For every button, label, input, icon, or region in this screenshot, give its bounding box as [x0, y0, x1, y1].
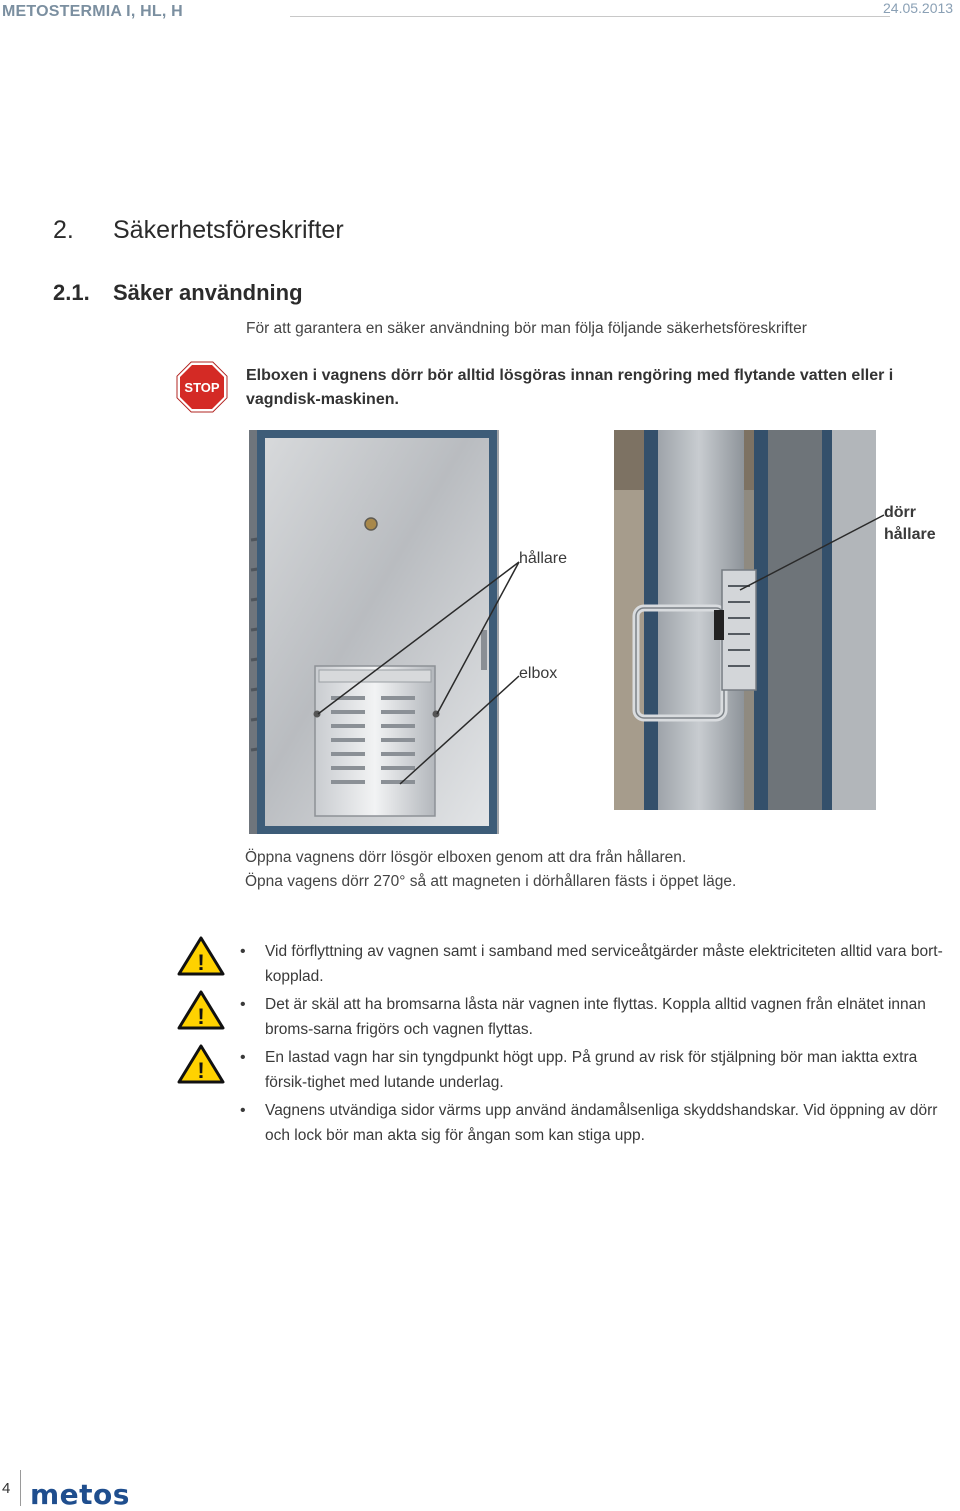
document-title: METOSTERMIA I, HL, H [2, 3, 183, 20]
list-item [240, 1099, 960, 1148]
warning-list [240, 940, 960, 1152]
section-number: 2. [53, 216, 74, 244]
photo-trolley-door [249, 430, 499, 834]
label-hallare: hållare [519, 550, 568, 567]
caption-line-2: Öpna vagens dörr 270° så att magneten i dörhållaren fästs i öppet läge. [245, 873, 737, 890]
bullet-icon: • [240, 943, 246, 960]
svg-text:!: ! [197, 950, 205, 975]
stop-sign-icon [176, 361, 228, 413]
subsection-title: Säker användning [113, 280, 303, 305]
section-title: Säkerhetsföreskrifter [113, 216, 344, 244]
warning-triangle-icon [177, 1044, 225, 1084]
list-item [240, 940, 960, 989]
bullet-icon: • [240, 1049, 246, 1066]
warning-text: En lastad vagn har sin tyngdpunkt högt upp. På grund av risk för stjälpning bör man iaktta extra försik-tighet med lutande underlag. [265, 1049, 918, 1091]
warning-text: Vid förflyttning av vagnen samt i samband med serviceåtgärder måste elektriciteten alltid vara bort-kopplad. [265, 943, 943, 985]
bullet-icon: • [240, 996, 246, 1013]
subsection-number: 2.1. [53, 280, 90, 305]
label-elbox: elbox [519, 665, 558, 682]
document-date: 24.05.2013 [883, 0, 954, 16]
warning-text: Det är skäl att ha bromsarna låsta när vagnen inte flyttas. Koppla alltid vagnen från elnätet innan broms-sarna frigörs och vagnen flyttas. [265, 996, 926, 1038]
warning-triangle-icon [177, 990, 225, 1030]
photo-door-holder [614, 430, 876, 810]
list-item [240, 993, 960, 1042]
bullet-icon: • [240, 1102, 246, 1119]
warning-text: Vagnens utvändiga sidor värms upp använd ändamålsenliga skyddshandskar. Vid öppning av dörr och lock bör man akta sig för ångan som kan stiga upp. [265, 1102, 938, 1144]
metos-logo: metos [30, 1478, 130, 1511]
page-number: 4 [2, 1480, 11, 1497]
stop-warning-text: Elboxen i vagnens dörr bör alltid lösgöras innan rengöring med flytande vatten eller i vagndisk-maskinen. [246, 367, 894, 408]
svg-text:!: ! [197, 1058, 205, 1083]
list-item [240, 1046, 960, 1095]
header-rule [290, 16, 890, 17]
caption-line-1: Öppna vagnens dörr lösgör elboxen genom att dra från hållaren. [245, 849, 687, 866]
footer-rule [20, 1470, 21, 1506]
label-dorr-hallare [884, 502, 936, 546]
label-dorr-line2: hållare [884, 526, 936, 543]
stop-sign-text: STOP [184, 380, 220, 395]
intro-text: För att garantera en säker användning bör man följa följande säkerhetsföreskrifter [246, 320, 807, 337]
label-dorr-line1: dörr [884, 504, 916, 521]
svg-text:!: ! [197, 1004, 205, 1029]
warning-triangle-icon [177, 936, 225, 976]
